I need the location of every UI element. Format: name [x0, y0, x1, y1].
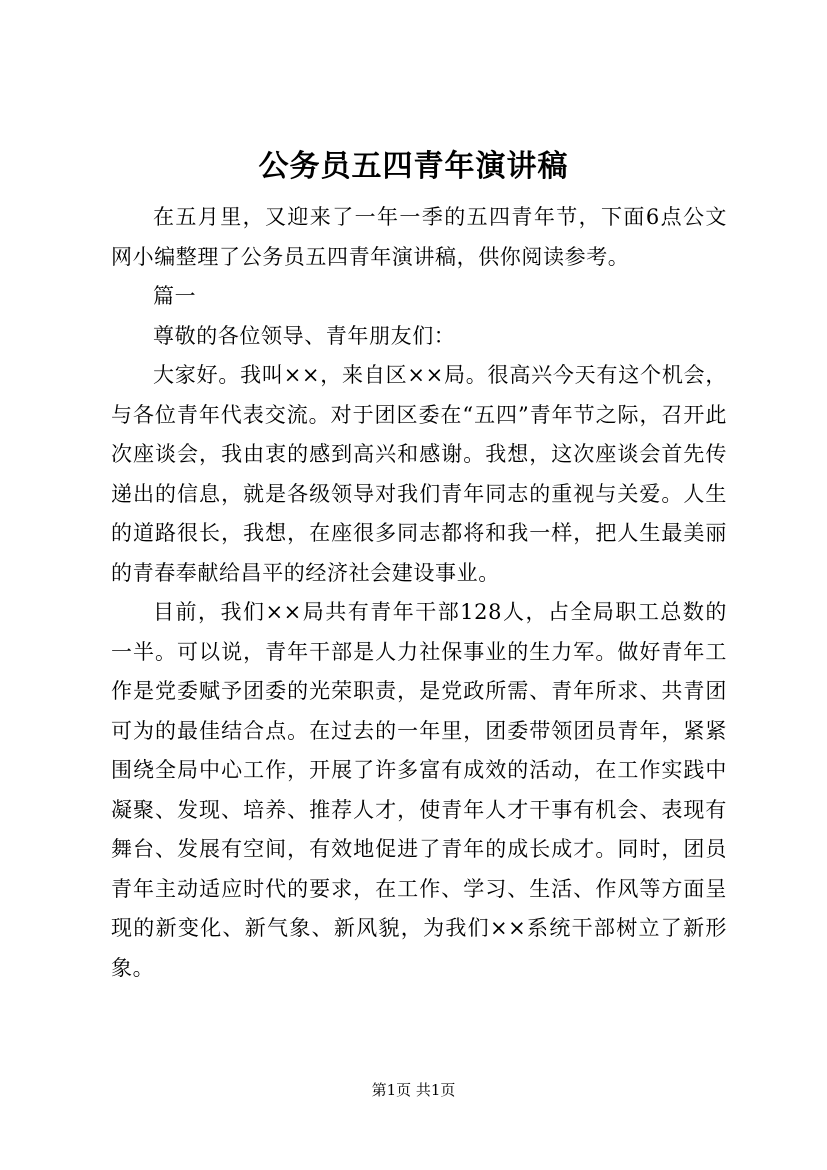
section-heading: 篇一 [153, 284, 197, 308]
page-number-footer: 第1页 共1页 [371, 1081, 456, 1099]
body-paragraph: 大家好。我叫××，来自区××局。很高兴今天有这个机会，与各位青年代表交流。对于团区委在“五四”青年节之际，召开此次座谈会，我由衷的感到高兴和感谢。我想，这次座谈会首先传递出的信息，就是各级领导对我们青年同志的重视与关爱。人生的道路很长，我想，在座很多同志都将和我一样，把人生最美丽的青春奉献给昌平的经济社会建设事业。 [111, 363, 727, 585]
document-body [111, 198, 727, 988]
salutation-paragraph: 尊敬的各位领导、青年朋友们： [153, 323, 456, 348]
intro-paragraph: 在五月里，又迎来了一年一季的五四青年节，下面6点公文网小编整理了公务员五四青年演讲稿，供你阅读参考。 [111, 205, 727, 269]
document-title: 公务员五四青年演讲稿 [258, 149, 569, 184]
body-paragraph: 目前，我们××局共有青年干部128人，占全局职工总数的一半。可以说，青年干部是人力社保事业的生力军。做好青年工作是党委赋予团委的光荣职责，是党政所需、青年所求、共青团可为的最佳结合点。在过去的一年里，团委带领团员青年，紧紧围绕全局中心工作，开展了许多富有成效的活动，在工作实践中凝聚、发现、培养、推荐人才，使青年人才干事有机会、表现有舞台、发展有空间，有效地促进了青年的成长成才。同时，团员青年主动适应时代的要求，在工作、学习、生活、作风等方面呈现的新变化、新气象、新风貌，为我们××系统干部树立了新形象。 [111, 600, 727, 980]
